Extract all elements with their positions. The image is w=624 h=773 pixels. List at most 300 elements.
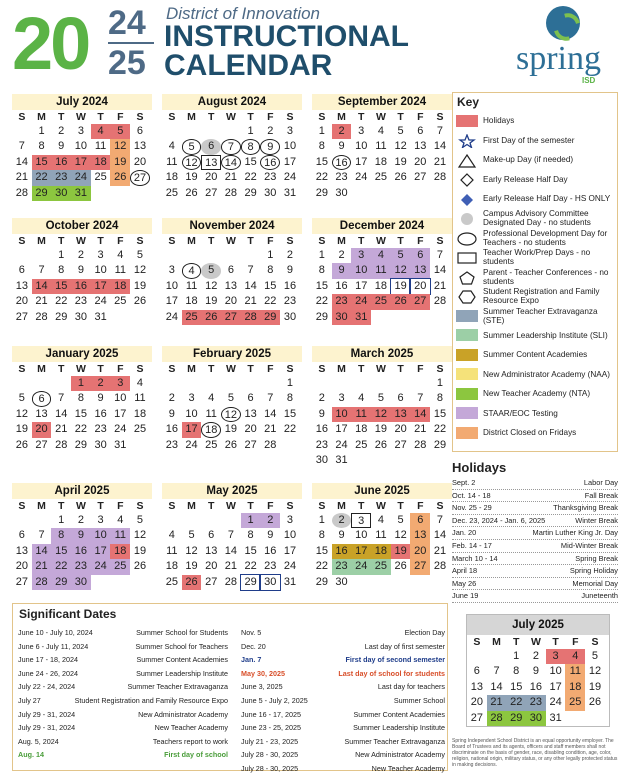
significant-date: July 22 - 24, 2024 (18, 682, 76, 692)
day-cell: 11 (375, 529, 387, 542)
calendar-july-2025 (466, 614, 610, 727)
day-cell: 10 (114, 392, 127, 405)
weekday-label: T (97, 235, 104, 247)
day-cell: 22 (32, 170, 52, 185)
hex-icon (456, 290, 478, 302)
day-cell: 29 (55, 310, 68, 323)
day-cell: 20 (394, 423, 407, 436)
holiday-date: June 19 (452, 591, 479, 601)
week-row (312, 513, 452, 528)
day-cell: 25 (94, 171, 107, 184)
key-label: STAAR/EOC Testing (483, 408, 558, 418)
logo-wordmark: spring (516, 40, 601, 77)
weekday-label: M (337, 111, 346, 123)
week-row (162, 407, 302, 422)
day-cell: 15 (51, 279, 71, 294)
week-row (12, 575, 152, 590)
empty-cell (241, 248, 261, 263)
key-heading: Key (457, 95, 480, 109)
day-cell: 2 (332, 124, 352, 139)
significant-date: June 24 - 26, 2024 (18, 668, 78, 678)
holiday-row (452, 578, 618, 591)
month-name: July 2024 (12, 94, 152, 110)
day-cell: 14 (490, 680, 503, 693)
day-cell: 3 (546, 649, 566, 664)
day-cell: 28 (15, 186, 28, 199)
day-cell: 12 (182, 155, 202, 170)
day-cell: 15 (315, 279, 328, 292)
day-cell: 9 (77, 264, 84, 277)
weekday-label: S (286, 363, 294, 375)
key-item (453, 248, 617, 268)
day-cell: 14 (433, 264, 447, 277)
day-cell: 20 (205, 560, 218, 573)
day-cell: 10 (74, 140, 88, 153)
day-cell: 5 (397, 514, 404, 526)
day-cell: 19 (224, 423, 238, 436)
day-cell: 23 (74, 295, 88, 308)
empty-cell (221, 376, 241, 391)
day-cell: 26 (394, 171, 407, 184)
weekday-label: F (417, 235, 424, 247)
week-row (162, 170, 302, 185)
day-cell: 8 (436, 392, 444, 405)
day-cell: 27 (410, 559, 430, 574)
day-cell: 4 (168, 529, 175, 542)
day-cell: 29 (244, 186, 257, 199)
day-cell: 30 (94, 438, 107, 451)
day-cell: 6 (397, 392, 404, 405)
day-cell: 22 (74, 423, 88, 436)
day-cell: 22 (264, 295, 277, 308)
empty-cell (12, 376, 32, 391)
day-cell: 25 (371, 294, 391, 309)
empty-cell (201, 513, 221, 528)
day-cell: 9 (532, 665, 539, 678)
significant-event: Summer Content Academies (353, 709, 445, 719)
holiday-name: Mid-Winter Break (560, 540, 618, 550)
day-cell: 1 (267, 249, 274, 261)
day-cell: 5 (136, 514, 144, 526)
weekday-label: S (18, 235, 26, 247)
day-cell: 3 (97, 514, 104, 526)
day-cell: 26 (15, 438, 28, 451)
day-cell: 23 (264, 560, 277, 573)
day-cell: 15 (244, 544, 257, 557)
dia-f-icon (456, 193, 478, 205)
day-cell: 21 (15, 171, 28, 184)
day-cell: 19 (391, 544, 411, 559)
day-cell: 6 (417, 125, 424, 137)
page-header (0, 0, 624, 90)
day-cell: 29 (315, 186, 328, 199)
holidays-heading: Holidays (452, 460, 507, 475)
day-cell: 14 (15, 155, 28, 168)
week-row (12, 391, 152, 406)
day-cell: 18 (165, 560, 178, 573)
day-cell: 21 (35, 295, 48, 308)
day-cell: 15 (32, 155, 52, 170)
significant-date-row (18, 653, 228, 667)
year-big: 20 (12, 2, 89, 85)
empty-cell (391, 575, 411, 590)
day-cell: 28 (241, 310, 261, 325)
empty-cell (182, 248, 202, 263)
weekday-label: T (397, 111, 404, 123)
day-cell: 4 (377, 125, 384, 137)
day-cell: 31 (71, 186, 91, 201)
weekday-label: S (18, 500, 26, 512)
day-cell: 22 (55, 295, 68, 308)
significant-dates-col-b (241, 626, 445, 773)
day-cell: 25 (565, 695, 585, 710)
day-cell: 2 (77, 249, 84, 261)
significant-date: Aug. 5, 2024 (18, 736, 59, 746)
weekday-label: W (75, 500, 86, 512)
week-row (12, 186, 152, 201)
empty-cell (182, 376, 202, 391)
week-row (467, 695, 609, 710)
day-cell: 22 (244, 171, 257, 184)
week-row (467, 711, 609, 726)
rect-icon (456, 251, 478, 263)
day-cell: 11 (94, 140, 107, 153)
day-cell: 24 (283, 171, 297, 184)
day-cell: 23 (264, 171, 277, 184)
key-item (453, 384, 617, 404)
holiday-name: Thanksgiving Break (553, 503, 618, 513)
day-cell: 24 (351, 559, 371, 574)
day-cell: 13 (15, 544, 28, 557)
day-cell: 15 (264, 279, 277, 292)
day-cell: 20 (133, 155, 147, 168)
day-cell: 8 (318, 264, 325, 277)
day-cell: 13 (244, 407, 257, 420)
week-row (312, 124, 452, 139)
significant-date: June 23 - 25, 2025 (241, 723, 301, 733)
week-row (12, 376, 152, 391)
weekday-label: S (591, 636, 599, 648)
weekday-label: M (37, 235, 46, 247)
day-cell: 30 (74, 310, 88, 323)
empty-cell (110, 575, 130, 590)
key-list (453, 111, 617, 443)
day-cell: 24 (91, 559, 111, 574)
day-cell: 21 (414, 423, 427, 436)
year-top: 24 (108, 4, 146, 42)
weekday-label: M (187, 500, 196, 512)
day-cell: 7 (436, 514, 444, 526)
significant-event: Summer Teacher Extravaganza (344, 736, 445, 746)
day-cell: 20 (244, 423, 257, 436)
day-cell: 14 (55, 407, 68, 420)
day-cell: 11 (205, 407, 217, 420)
day-cell: 16 (165, 423, 178, 436)
day-cell: 30 (526, 711, 546, 726)
significant-date-row (18, 640, 228, 654)
significant-date-row (18, 694, 228, 708)
day-cell: 6 (410, 248, 430, 263)
weekday-label: M (187, 363, 196, 375)
day-cell: 7 (267, 392, 274, 405)
day-cell: 30 (315, 453, 328, 466)
significant-date: June 5 - July 2, 2025 (241, 695, 308, 705)
holiday-row (452, 477, 618, 490)
day-cell: 13 (414, 140, 427, 153)
day-cell: 19 (205, 295, 218, 308)
day-cell: 15 (315, 544, 328, 557)
day-cell: 14 (433, 529, 447, 542)
empty-cell (221, 248, 241, 263)
weekday-label: T (208, 363, 215, 375)
day-cell: 9 (338, 529, 345, 542)
day-cell: 17 (182, 422, 202, 437)
month-name: July 2025 (467, 615, 609, 635)
day-cell: 11 (565, 664, 585, 679)
empty-cell (162, 124, 182, 139)
day-cell: 31 (283, 575, 297, 588)
weekday-label: F (117, 500, 124, 512)
empty-cell (391, 453, 411, 468)
week-row (312, 170, 452, 185)
holiday-date: Nov. 25 - 29 (452, 503, 492, 513)
empty-cell (351, 376, 371, 391)
day-cell: 30 (335, 186, 348, 199)
day-cell: 3 (168, 264, 175, 277)
empty-cell (391, 310, 411, 325)
weekday-label: S (286, 111, 294, 123)
empty-cell (430, 453, 450, 468)
day-cell: 22 (315, 295, 328, 308)
day-cell: 12 (394, 140, 407, 153)
day-cell: 12 (394, 529, 407, 542)
week-row (312, 575, 452, 590)
significant-dates-col-a (18, 626, 228, 762)
month-name: October 2024 (12, 218, 152, 234)
day-cell: 2 (286, 249, 294, 261)
holiday-name: Spring Holiday (569, 566, 618, 576)
day-cell: 25 (371, 559, 391, 574)
day-cell: 26 (374, 438, 388, 451)
day-cell: 22 (506, 695, 526, 710)
weekday-label: S (473, 636, 481, 648)
logo-isd: ISD (582, 76, 596, 85)
day-cell: 29 (51, 575, 71, 590)
day-cell: 31 (549, 711, 562, 724)
significant-event: Summer Leadership Institute (353, 723, 445, 733)
day-cell: 22 (283, 423, 297, 436)
day-cell: 25 (205, 438, 218, 451)
day-cell: 6 (18, 264, 25, 277)
key-item (453, 404, 617, 424)
day-cell: 16 (529, 680, 543, 693)
day-cell: 20 (470, 696, 483, 709)
day-cell: 29 (433, 438, 447, 451)
day-cell: 20 (15, 295, 28, 308)
day-cell: 16 (335, 279, 348, 292)
day-cell: 6 (473, 665, 480, 678)
key-label: Teacher Work/Prep Days - no students (483, 248, 591, 267)
day-cell: 8 (77, 392, 84, 405)
title-line-1: INSTRUCTIONAL (164, 20, 409, 53)
empty-cell (91, 186, 111, 201)
day-cell: 27 (414, 171, 427, 184)
day-cell: 19 (588, 680, 602, 693)
day-cell: 28 (487, 711, 507, 726)
empty-cell (32, 248, 52, 263)
week-row (12, 294, 152, 309)
day-cell: 10 (185, 407, 198, 420)
weekday-label: W (530, 636, 541, 648)
significant-event: Summer School for Teachers (135, 641, 228, 651)
day-cell: 28 (224, 575, 238, 588)
day-cell: 26 (224, 438, 238, 451)
day-cell: 27 (221, 310, 241, 325)
weekday-label: T (247, 363, 254, 375)
day-cell: 30 (260, 575, 280, 590)
day-cell: 12 (133, 264, 147, 277)
day-cell: 1 (436, 377, 444, 389)
district-subtitle: District of Innovation (166, 4, 321, 23)
day-cell: 12 (185, 544, 198, 557)
calendar-month (312, 346, 452, 468)
day-cell: 4 (371, 248, 391, 263)
day-cell: 23 (315, 438, 328, 451)
day-cell: 27 (394, 438, 407, 451)
weekday-label: M (337, 235, 346, 247)
week-row (312, 376, 452, 391)
holiday-name: Juneteenth (581, 591, 618, 601)
key-label: Early Release Half Day (483, 174, 568, 184)
week-row (312, 139, 452, 154)
day-cell: 5 (377, 392, 384, 405)
empty-cell (162, 248, 182, 263)
significant-date: July 28 - 30, 2025 (241, 750, 299, 760)
day-cell: 14 (32, 544, 52, 559)
day-cell: 16 (94, 407, 107, 420)
weekday-label: F (417, 111, 424, 123)
weekday-label: T (97, 363, 104, 375)
key-swatch-icon (456, 349, 478, 361)
week-row (12, 559, 152, 574)
day-cell: 19 (133, 279, 147, 292)
key-item (453, 306, 617, 326)
day-cell: 25 (182, 310, 202, 325)
day-cell: 23 (335, 171, 348, 184)
key-swatch-icon (456, 427, 478, 439)
day-cell: 23 (283, 295, 297, 308)
weekday-header (162, 499, 302, 513)
weekday-label: T (208, 111, 215, 123)
day-cell: 31 (335, 453, 348, 466)
weekday-label: T (358, 363, 365, 375)
day-cell: 2 (168, 392, 175, 405)
day-cell: 7 (38, 264, 45, 277)
day-cell: 24 (165, 310, 178, 323)
day-cell: 30 (71, 575, 91, 590)
empty-cell (130, 438, 150, 453)
day-cell: 24 (355, 171, 368, 184)
day-cell: 16 (51, 155, 71, 170)
day-cell: 2 (532, 650, 539, 662)
weekday-label: S (168, 363, 176, 375)
holiday-name: Winter Break (575, 515, 618, 525)
week-row (162, 391, 302, 406)
key-label: Professional Development Day for Teachers - no students (483, 228, 608, 247)
day-cell: 29 (260, 310, 280, 325)
day-cell: 18 (185, 295, 198, 308)
empty-cell (391, 376, 411, 391)
key-item (453, 170, 617, 190)
week-row (312, 310, 452, 325)
weekday-label: F (117, 363, 124, 375)
week-row (12, 310, 152, 325)
day-cell: 8 (247, 529, 254, 542)
week-row (312, 155, 452, 170)
day-cell: 27 (470, 711, 483, 724)
day-cell: 27 (205, 575, 218, 588)
day-cell: 10 (355, 529, 368, 542)
week-row (312, 422, 452, 437)
weekday-header (162, 110, 302, 124)
day-cell: 23 (51, 170, 71, 185)
weekday-label: W (225, 500, 236, 512)
day-cell: 19 (15, 423, 28, 436)
calendar-month (312, 218, 452, 325)
weekday-label: T (513, 636, 520, 648)
day-cell: 10 (332, 407, 352, 422)
day-cell: 10 (351, 263, 371, 278)
day-cell: 29 (315, 575, 328, 588)
empty-cell (312, 376, 332, 391)
key-item (453, 287, 617, 307)
weekday-label: T (397, 500, 404, 512)
weekday-label: S (286, 235, 294, 247)
day-cell: 23 (94, 423, 107, 436)
day-cell: 19 (110, 155, 130, 170)
key-label: District Closed on Fridays (483, 428, 577, 438)
significant-date-row (18, 721, 228, 735)
weekday-header (312, 499, 452, 513)
significant-date: July 29 - 31, 2024 (18, 723, 76, 733)
empty-cell (371, 310, 391, 325)
day-cell: 1 (58, 514, 65, 526)
key-item (453, 228, 617, 248)
week-row (12, 407, 152, 422)
key-swatch-icon (456, 388, 478, 400)
day-cell: 1 (71, 376, 91, 391)
week-row (162, 124, 302, 139)
day-cell: 19 (394, 155, 407, 168)
day-cell: 10 (283, 140, 297, 153)
day-cell: 10 (549, 665, 562, 678)
weekday-label: M (492, 636, 501, 648)
month-name: February 2025 (162, 346, 302, 362)
significant-date-row (241, 721, 445, 735)
day-cell: 25 (165, 186, 178, 199)
significant-date-row (18, 626, 228, 640)
day-cell: 30 (283, 310, 297, 323)
significant-date: July 21 - 23, 2025 (241, 736, 299, 746)
day-cell: 25 (110, 559, 130, 574)
empty-cell (241, 376, 261, 391)
significant-date: Dec. 20 (241, 641, 266, 651)
holiday-name: Labor Day (583, 478, 618, 487)
day-cell: 22 (315, 560, 328, 573)
calendar-month (312, 483, 452, 590)
significant-event: New Administrator Academy (138, 709, 228, 719)
significant-date-row (241, 762, 445, 773)
